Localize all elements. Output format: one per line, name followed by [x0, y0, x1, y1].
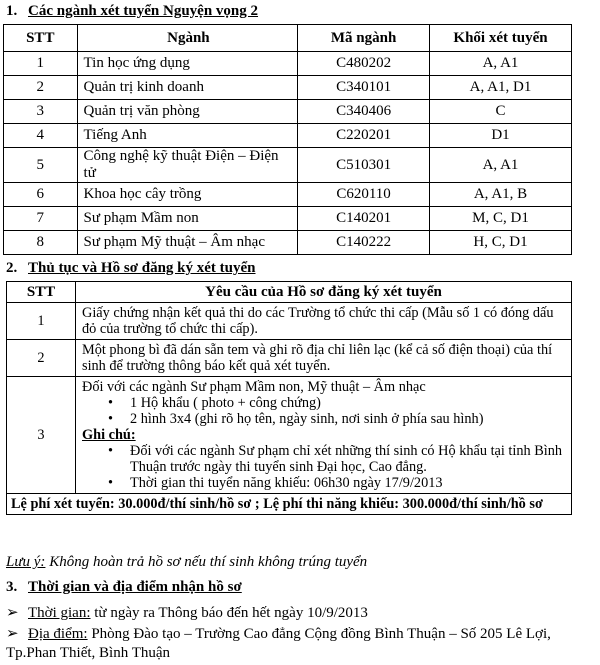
- cell-code: C340101: [298, 76, 430, 100]
- table-row: [7, 377, 572, 494]
- majors-table: [3, 24, 572, 255]
- arrow-bullet-icon: ➢: [6, 605, 19, 621]
- table-row: [4, 76, 572, 100]
- cell-major: Công nghệ kỹ thuật Điện – Điện tử: [77, 148, 298, 183]
- table-row: [4, 52, 572, 76]
- cell-major: Quản trị kinh doanh: [77, 76, 298, 100]
- cell-block: C: [429, 100, 571, 124]
- list-item: • 2 hình 3x4 (ghi rõ họ tên, ngày sinh, nơi sinh ở phía sau hình): [108, 411, 484, 427]
- bullet-icon: •: [108, 443, 114, 459]
- cell-stt: 1: [7, 303, 76, 340]
- cell-block: M, C, D1: [429, 207, 571, 231]
- header-stt: STT: [4, 25, 78, 52]
- cell-stt: 3: [7, 377, 76, 494]
- fee-row: [7, 494, 572, 515]
- list-item: • Thời gian thi tuyển năng khiếu: 06h30 ngày 17/9/2013: [108, 475, 443, 491]
- arrow-bullet-icon: ➢: [6, 626, 19, 642]
- table-header-row: [7, 282, 572, 303]
- cell-requirement: Giấy chứng nhận kết quả thi do các Trường tổ chức thi cấp (Mẫu số 1 có đóng dấu đỏ của trường tổ chức thi cấp).: [76, 303, 572, 340]
- table-row: [4, 100, 572, 124]
- fee-text: Lệ phí xét tuyển: 30.000đ/thí sinh/hồ sơ ; Lệ phí thi năng khiếu: 300.000đ/thí sinh/hồ sơ: [7, 494, 572, 515]
- list-item: • 1 Hộ khẩu ( photo + công chứng): [108, 395, 321, 411]
- cell-major: Khoa học cây trồng: [77, 183, 298, 207]
- header-major: Ngành: [77, 25, 298, 52]
- requirements-table: [6, 281, 572, 515]
- cell-code: C620110: [298, 183, 430, 207]
- cell-block: H, C, D1: [429, 231, 571, 255]
- header-stt: STT: [7, 282, 76, 303]
- section2-heading: 2. Thủ tục và Hồ sơ đăng ký xét tuyển: [6, 260, 256, 276]
- section1-heading: 1. Các ngành xét tuyển Nguyện vọng 2: [6, 3, 259, 19]
- header-requirements: Yêu cầu của Hồ sơ đăng ký xét tuyển: [76, 282, 572, 303]
- place-line: ➢ Địa điểm: Phòng Đào tạo – Trường Cao đẳng Cộng đồng Bình Thuận – Số 205 Lê Lợi, Tp.Phan Thiết, Bình Thuận: [6, 626, 551, 661]
- cell-code: C140222: [298, 231, 430, 255]
- cell-block: A, A1: [429, 52, 571, 76]
- table-row: [4, 231, 572, 255]
- cell-stt: 6: [4, 183, 78, 207]
- requirement-intro: Đối với các ngành Sư phạm Mầm non, Mỹ thuật – Âm nhạc: [82, 379, 426, 395]
- cell-stt: 5: [4, 148, 78, 183]
- cell-block: D1: [429, 124, 571, 148]
- cell-block: A, A1: [429, 148, 571, 183]
- cell-block: A, A1, D1: [429, 76, 571, 100]
- cell-major: Tiếng Anh: [77, 124, 298, 148]
- section3-heading: 3. Thời gian và địa điểm nhận hồ sơ: [6, 579, 242, 595]
- cell-major: Quản trị văn phòng: [77, 100, 298, 124]
- bullet-icon: •: [108, 411, 114, 427]
- cell-requirement: [76, 377, 572, 494]
- table-row: [4, 124, 572, 148]
- cell-stt: 7: [4, 207, 78, 231]
- list-item: • Đối với các ngành Sư phạm chỉ xét những thí sinh có Hộ khẩu tại tỉnh Bình Thuận trước ngày thi tuyển sinh Đại học, Cao đẳng.: [108, 443, 563, 475]
- cell-major: Sư phạm Mỹ thuật – Âm nhạc: [77, 231, 298, 255]
- cell-code: C220201: [298, 124, 430, 148]
- cell-block: A, A1, B: [429, 183, 571, 207]
- cell-code: C140201: [298, 207, 430, 231]
- cell-stt: 4: [4, 124, 78, 148]
- cell-code: C510301: [298, 148, 430, 183]
- cell-stt: 2: [7, 340, 76, 377]
- cell-stt: 3: [4, 100, 78, 124]
- bullet-icon: •: [108, 475, 114, 491]
- time-line: ➢ Thời gian: từ ngày ra Thông báo đến hết ngày 10/9/2013: [6, 605, 368, 621]
- table-row: [7, 303, 572, 340]
- cell-code: C480202: [298, 52, 430, 76]
- cell-stt: 2: [4, 76, 78, 100]
- cell-major: Tin học ứng dụng: [77, 52, 298, 76]
- table-header-row: [4, 25, 572, 52]
- header-block: Khối xét tuyển: [429, 25, 571, 52]
- table-row: [4, 148, 572, 183]
- bullet-icon: •: [108, 395, 114, 411]
- cell-stt: 1: [4, 52, 78, 76]
- cell-code: C340406: [298, 100, 430, 124]
- cell-major: Sư phạm Mầm non: [77, 207, 298, 231]
- cell-requirement: Một phong bì đã dán sẵn tem và ghi rõ địa chỉ liên lạc (kể cả số điện thoại) của thí sinh để trường thông báo kết quả xét tuyển.: [76, 340, 572, 377]
- header-code: Mã ngành: [298, 25, 430, 52]
- table-row: [4, 183, 572, 207]
- note-line: Lưu ý: Không hoàn trả hồ sơ nếu thí sinh không trúng tuyển: [6, 554, 368, 570]
- note-label: Ghi chú:: [82, 427, 136, 443]
- cell-stt: 8: [4, 231, 78, 255]
- table-row: [7, 340, 572, 377]
- table-row: [4, 207, 572, 231]
